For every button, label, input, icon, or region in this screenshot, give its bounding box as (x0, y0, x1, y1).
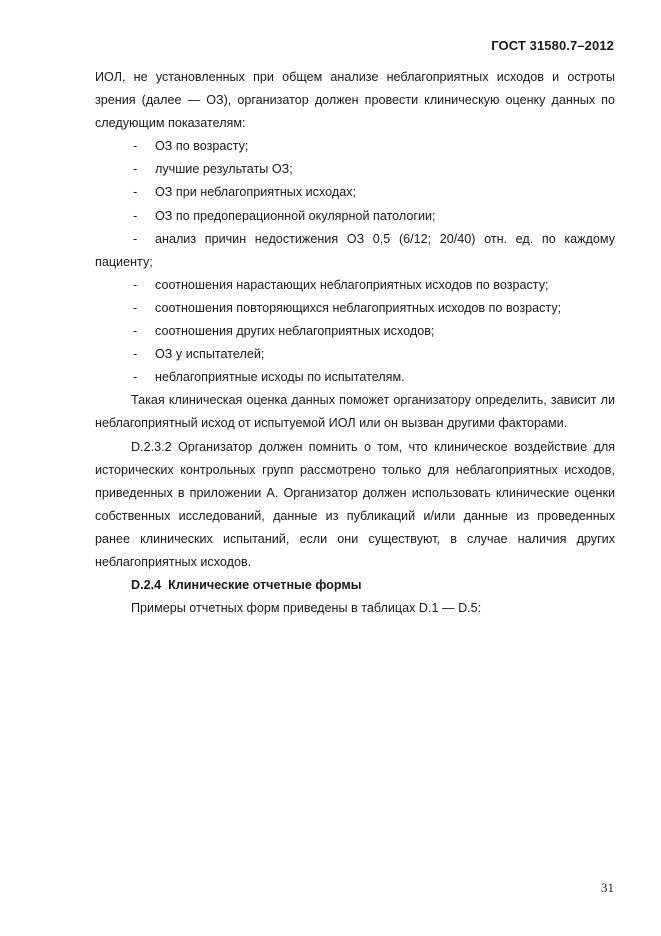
list-item (95, 343, 615, 366)
section-title: Клинические отчетные формы (168, 578, 362, 593)
list-item (95, 135, 615, 158)
list-dash: - (133, 185, 138, 200)
document-code-header: ГОСТ 31580.7–2012 (491, 38, 614, 53)
list-item (95, 158, 615, 181)
list-dash: - (133, 324, 138, 339)
list-item-text: лучшие результаты ОЗ; (155, 162, 293, 177)
section-number: D.2.4 (131, 578, 162, 593)
list-item (95, 297, 615, 320)
page-number: 31 (601, 880, 614, 895)
list-item-text: соотношения повторяющихся неблагоприятных исходов по возрасту; (155, 300, 562, 315)
list-item (95, 181, 615, 204)
list-item (95, 320, 615, 343)
indicator-list (95, 135, 615, 389)
list-dash: - (133, 162, 138, 177)
list-item (95, 274, 615, 297)
examples-paragraph: Примеры отчетных форм приведены в таблицах D.1 — D.5: (131, 601, 482, 616)
list-item-text: ОЗ по возрасту; (155, 139, 249, 154)
list-dash: - (133, 139, 138, 154)
list-item (95, 205, 615, 228)
list-item (95, 228, 615, 274)
list-dash: - (133, 370, 138, 385)
list-dash: - (133, 347, 138, 362)
list-item (95, 366, 615, 389)
list-dash: - (133, 231, 138, 246)
section-heading (95, 574, 615, 597)
list-dash: - (133, 300, 138, 315)
list-item-text: неблагоприятные исходы по испытателям. (155, 370, 405, 385)
intro-paragraph: ИОЛ, не установленных при общем анализе неблагоприятных исходов и остроты зрения (далее — ОЗ), организатор должен провести клиническую оценку данных по следующим показателям: (95, 70, 615, 131)
list-dash: - (133, 277, 138, 292)
list-dash: - (133, 208, 138, 223)
clause-d232-paragraph: D.2.3.2 Организатор должен помнить о том, что клиническое воздействие для исторических контрольных групп рассмотрено только для неблагоприятных исходов, приведенных в приложении А. Организатор должен использовать клинические оценки собственных исследований, данные из публикаций и/или данные из проведенных ранее клинических испытаний, если они существуют, в случае наличия других неблагоприятных исходов. (95, 439, 615, 569)
list-item-text: соотношения нарастающих неблагоприятных исходов по возрасту; (155, 277, 549, 292)
list-item-text: анализ причин недостижения ОЗ 0,5 (6/12; 20/40) отн. ед. по каждому пациенту; (95, 231, 615, 269)
list-item-text: ОЗ по предоперационной окулярной патологии; (155, 208, 436, 223)
list-item-text: ОЗ у испытателей; (155, 347, 265, 362)
list-item-text: ОЗ при неблагоприятных исходах; (155, 185, 357, 200)
page-content (95, 66, 615, 620)
list-item-text: соотношения других неблагоприятных исходов; (155, 324, 435, 339)
assessment-paragraph: Такая клиническая оценка данных поможет организатору определить, зависит ли неблагоприятный исход от испытуемой ИОЛ или он вызван другими факторами. (95, 393, 615, 431)
